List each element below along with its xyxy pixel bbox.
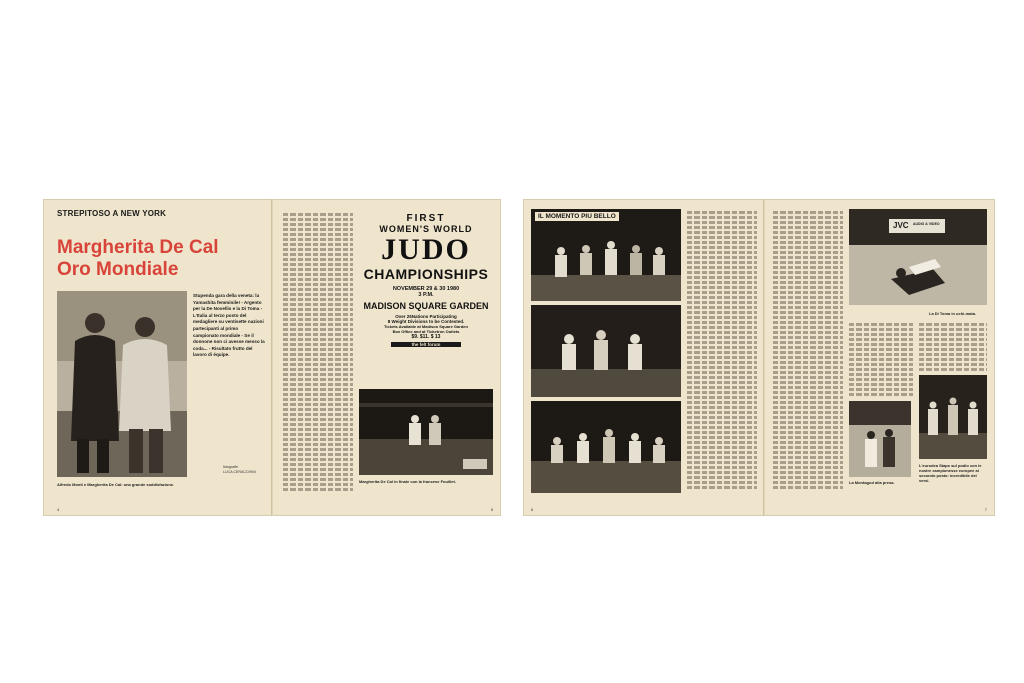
podium-photo-2: [531, 305, 681, 397]
poster-info-2: 8 Weight Divisions to be Contested.: [387, 319, 465, 324]
lead-paragraph: Stupenda gara della veneta: la Yamashita femminile! - Argento per la De Novellis e la Di Toma - L'Italia al terzo posto del medagliere su ventisette nazioni partecipanti al primo campionato mondiale - Se il donnone non ci avesse messo la coda... - Risultato frutto del lavoro di équipe.: [193, 293, 265, 358]
caption-uchi-mata: La Di Toma in uchi-mata.: [929, 311, 977, 316]
caption-podium-europe: L'eurodea Staps sul podio con le nostre campionesse europee al secondo posto: incredibile dei versi.: [919, 463, 982, 483]
poster-price: $9. $11. $ 13: [411, 334, 441, 340]
page-number-4: 4: [57, 507, 60, 512]
article-column-p7-c: [919, 323, 987, 371]
kicker: STREPITOSO A NEW YORK: [57, 209, 167, 218]
poster-info-3: Tickets Available at Madison Square Garden: [384, 324, 468, 329]
box-title: IL MOMENTO PIU BELLO: [535, 212, 619, 221]
photo-podium-europe: [919, 375, 987, 459]
page-4: [43, 199, 271, 516]
article-column: [283, 213, 353, 498]
photo-monti-decal: [57, 291, 187, 477]
poster-forum-banner: the felt forum: [391, 342, 461, 347]
poster-judo-logo: JUDO: [381, 233, 471, 266]
page-number-5: 5: [490, 507, 493, 512]
headline-line-2: Oro Mondiale: [57, 259, 179, 280]
article-column-p7: [773, 211, 843, 496]
article-column-p7-b: [849, 323, 913, 397]
championship-poster: [359, 209, 493, 383]
poster-info-4: Box Office and at Ticketron Outlets: [392, 329, 460, 334]
poster-venue: MADISON SQUARE GARDEN: [363, 301, 489, 311]
podium-photo-1: [531, 209, 681, 301]
results-column: [687, 211, 757, 496]
poster-info-1: Over 25Nations Participating: [395, 314, 457, 319]
page-number-7: 7: [984, 507, 987, 512]
photo-credit-name: LUCA CERACCHINI: [223, 470, 256, 474]
photo-caption-p5: Margherita De Cal in finale con la francese Fouillet.: [359, 479, 456, 484]
poster-date: NOVEMBER 29 & 30 1980: [392, 286, 460, 292]
page-5: [273, 199, 501, 516]
banner-audio-video: AUDIO & VIDEO: [913, 222, 940, 226]
poster-line-3: CHAMPIONSHIPS: [363, 266, 489, 282]
page-number-6: 6: [531, 507, 534, 512]
page-6: [523, 199, 763, 516]
right-spread: [523, 199, 995, 516]
left-spread: [43, 199, 501, 516]
poster-line-2: WOMEN'S WORLD: [379, 224, 473, 234]
poster-time: 3 P.M.: [418, 292, 434, 298]
headline-line-1: Margherita De Cal: [57, 237, 219, 258]
banner-jvc: JVC: [893, 221, 909, 230]
page-7: [765, 199, 995, 516]
photo-montagud: [849, 401, 911, 477]
photo-caption-p4: Alfredo Monti e Margherita De Cal: una grande soddisfazione.: [57, 482, 175, 487]
caption-montagud: La Montagud alla presa.: [849, 480, 895, 485]
photo-final-match: [359, 389, 493, 475]
podium-photo-3: [531, 401, 681, 493]
poster-line-1: FIRST: [406, 213, 446, 224]
photo-credit-label: fotografie: [223, 465, 238, 469]
